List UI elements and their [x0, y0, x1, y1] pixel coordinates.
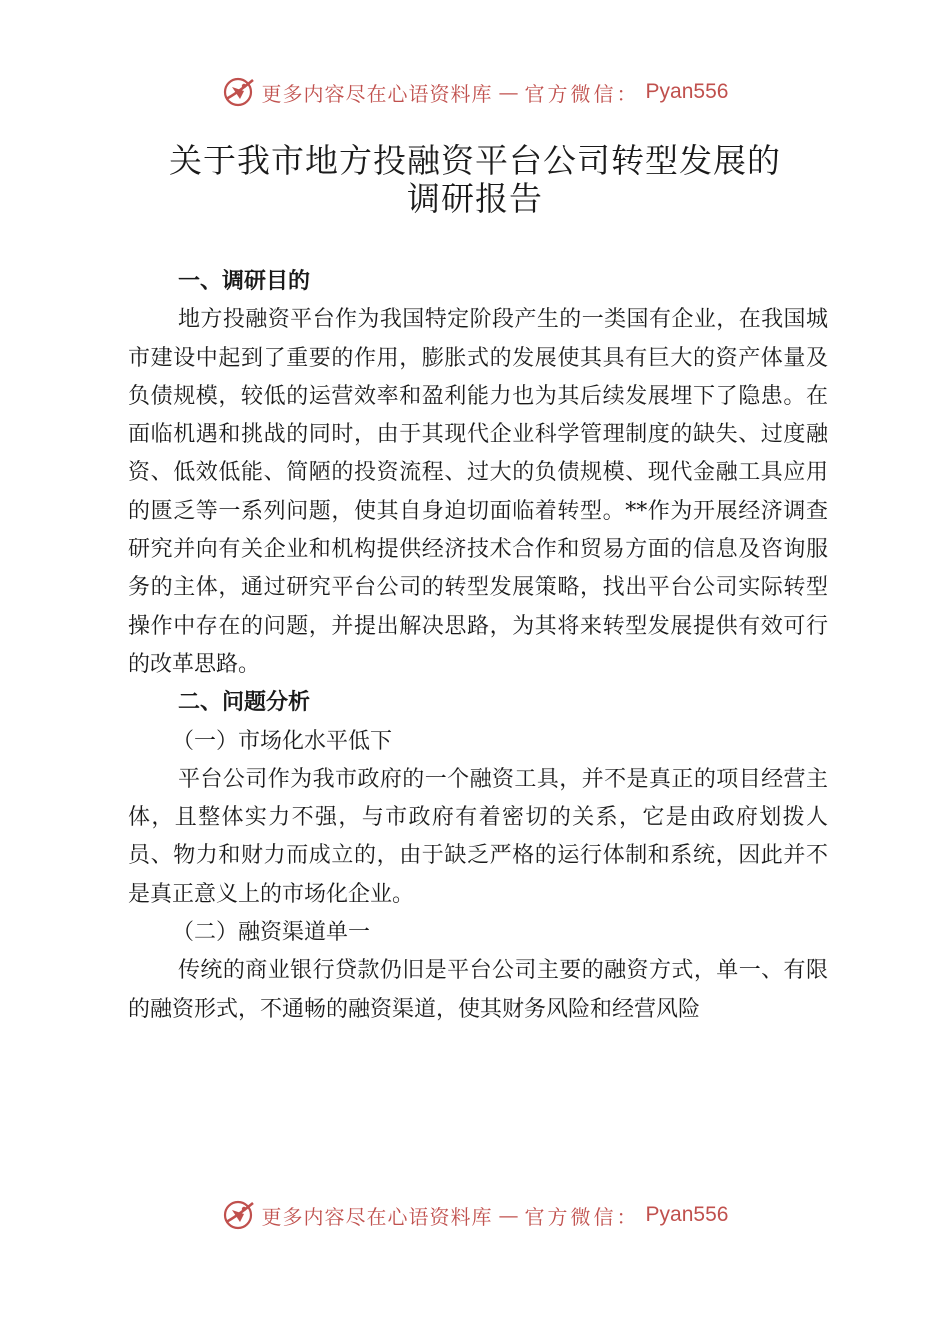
- banner-wechat-label: 官方微信：: [524, 81, 640, 106]
- title-line-2: 调研报告: [407, 179, 543, 218]
- document-body: [128, 263, 828, 1029]
- title-line-1: 关于我市地方投融资平台公司转型发展的: [169, 141, 781, 180]
- banner-wechat-id: Pyan556: [645, 80, 729, 103]
- logo-icon: [222, 75, 256, 109]
- banner-text: 更多内容尽在心语资料库: [261, 81, 493, 106]
- banner-dash: —: [498, 80, 519, 104]
- banner-dash: —: [498, 1203, 519, 1227]
- subheading-financing: （二）融资渠道单一: [172, 920, 371, 946]
- banner-wechat-id: Pyan556: [645, 1203, 729, 1226]
- section-1-paragraph: 地方投融资平台作为我国特定阶段产生的一类国有企业，在我国城市建设中起到了重要的作用，膨胀式的发展使其具有巨大的资产体量及负债规模，较低的运营效率和盈利能力也为其后续发展埋下了隐患。在面临机遇和挑战的同时，由于其现代企业科学管理制度的缺失、过度融资、低效低能、简陋的投资流程、过大的负债规模、现代金融工具应用的匮乏等一系列问题，使其自身迫切面临着转型。**作为开展经济调查研究并向有关企业和机构提供经济技术合作和贸易方面的信息及咨询服务的主体，通过研究平台公司的转型发展策略，找出平台公司实际转型操作中存在的问题，并提出解决思路，为其将来转型发展提供有效可行的改革思路。: [128, 307, 828, 677]
- footer-banner: [0, 1195, 950, 1235]
- header-banner: [0, 72, 950, 112]
- document-title: [0, 142, 950, 218]
- section-heading-2: 二、问题分析: [178, 690, 311, 716]
- financing-paragraph: 传统的商业银行贷款仍旧是平台公司主要的融资方式，单一、有限的融资形式，不通畅的融资渠道，使其财务风险和经营风险: [128, 958, 828, 1022]
- subheading-market: （一）市场化水平低下: [172, 728, 393, 754]
- banner-wechat-label: 官方微信：: [524, 1204, 640, 1229]
- banner-text: 更多内容尽在心语资料库: [261, 1204, 493, 1229]
- logo-icon: [222, 1198, 256, 1232]
- market-paragraph: 平台公司作为我市政府的一个融资工具，并不是真正的项目经营主体，且整体实力不强，与市政府有着密切的关系，它是由政府划拨人员、物力和财力而成立的，由于缺乏严格的运行体制和系统，因此并不是真正意义上的市场化企业。: [128, 766, 828, 907]
- section-heading-1: 一、调研目的: [178, 269, 311, 294]
